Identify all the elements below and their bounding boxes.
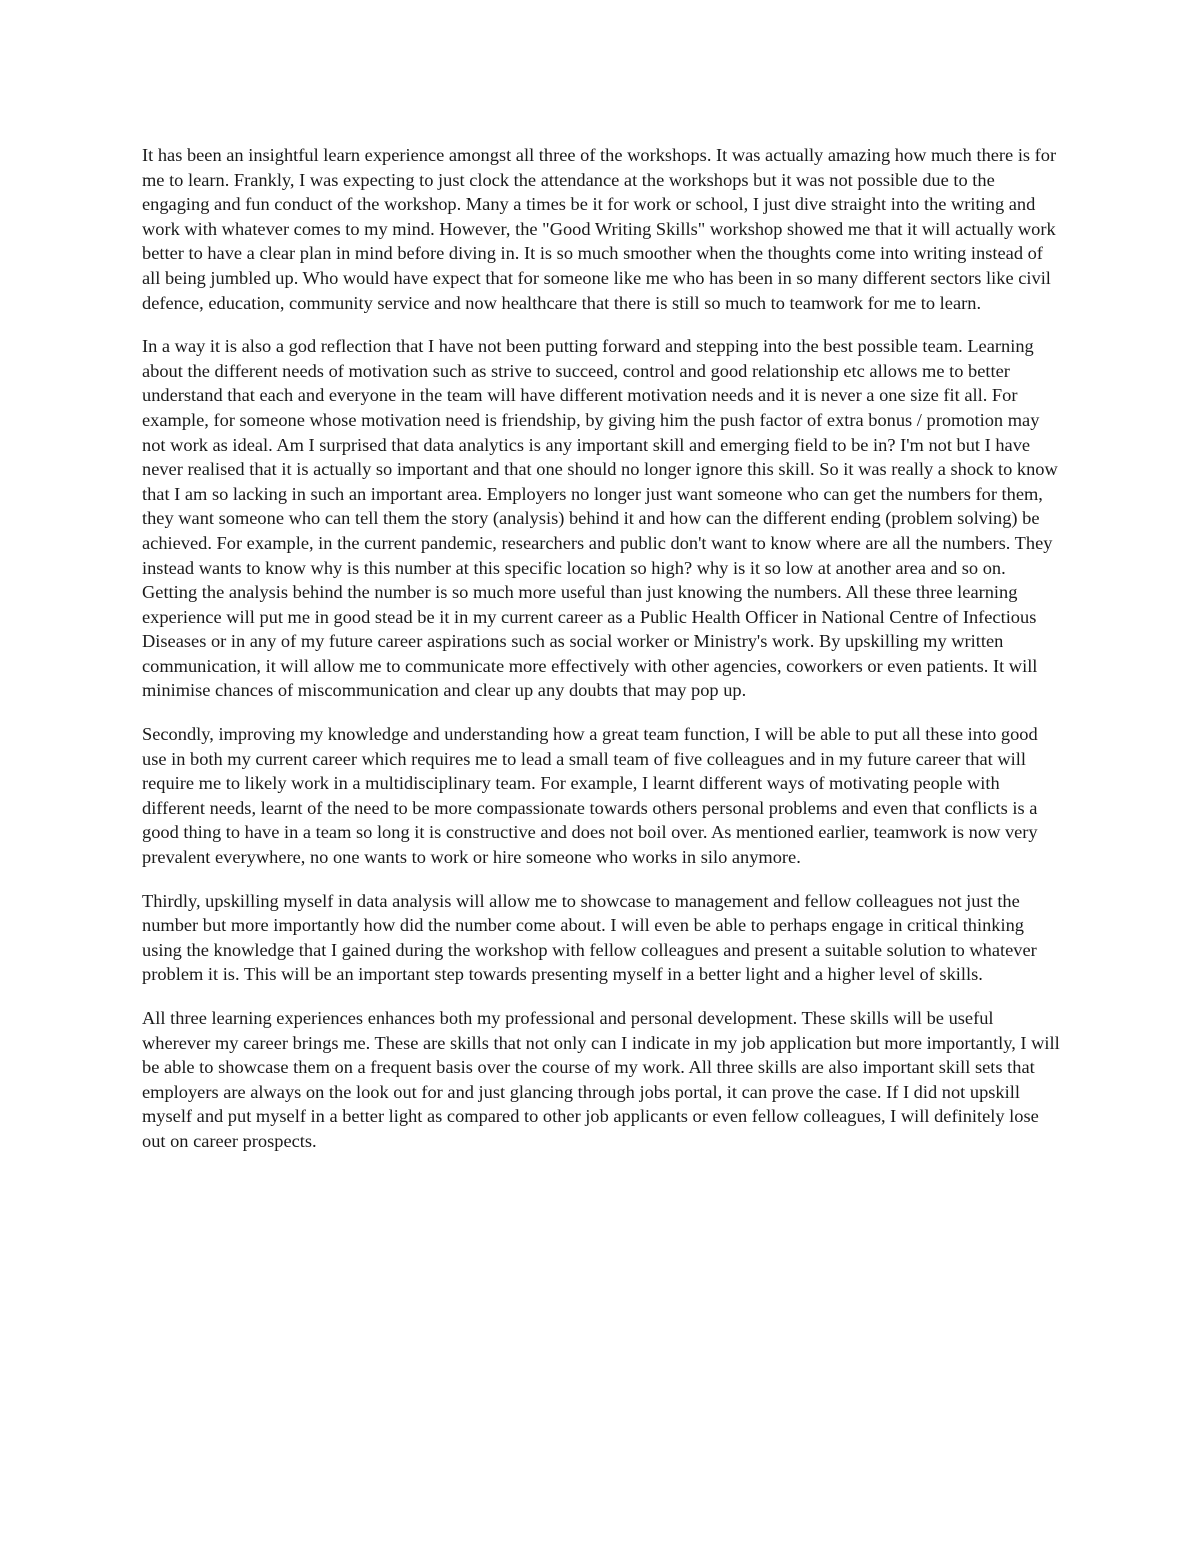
paragraph-3: Secondly, improving my knowledge and understanding how a great team function, I will be able to put all these into good use in both my current career which requires me to lead a small team of five colleagues and in my future career that will require me to likely work in a multidisciplinary team. For example, I learnt different ways of motivating people with different needs, learnt of the need to be more compassionate towards others personal problems and even that conflicts is a good thing to have in a team so long it is constructive and does not boil over. As mentioned earlier, teamwork is now very prevalent everywhere, no one wants to work or hire someone who works in silo anymore. <box>142 724 1038 868</box>
paragraph-1: It has been an insightful learn experience amongst all three of the workshops. It was actually amazing how much there is for me to learn. Frankly, I was expecting to just clock the attendance at the workshops but it was not possible due to the engaging and fun conduct of the workshop. Many a times be it for work or school, I just dive straight into the writing and work with whatever comes to my mind. However, the "Good Writing Skills" workshop showed me that it will actually work better to have a clear plan in mind before diving in. It is so much smoother when the thoughts come into writing instead of all being jumbled up. Who would have expect that for someone like me who has been in so many different sectors like civil defence, education, community service and now healthcare that there is still so much to teamwork for me to learn. <box>142 145 1057 313</box>
paragraph-4: Thirdly, upskilling myself in data analysis will allow me to showcase to management and fellow colleagues not just the number but more importantly how did the number come about. I will even be able to perhaps engage in critical thinking using the knowledge that I gained during the workshop with fellow colleagues and present a suitable solution to whatever problem it is. This will be an important step towards presenting myself in a better light and a higher level of skills. <box>142 890 1037 985</box>
paragraph-2: In a way it is also a god reflection that I have not been putting forward and stepping into the best possible team. Learning about the different needs of motivation such as strive to succeed, control and good relationship etc allows me to better understand that each and everyone in the team will have different motivation needs and it is never a one size fit all. For example, for someone whose motivation need is friendship, by giving him the push factor of extra bonus / promotion may not work as ideal. Am I surprised that data analytics is any important skill and emerging field to be in? I'm not but I have never realised that it is actually so important and that one should no longer ignore this skill. So it was really a shock to know that I am so lacking in such an important area. Employers no longer just want someone who can get the numbers for them, they want someone who can tell them the story (analysis) behind it and how can the different ending (problem solving) be achieved. For example, in the current pandemic, researchers and public don't want to know where are all the numbers. They instead wants to know why is this number at this specific location so high? why is it so low at another area and so on. Getting the analysis behind the number is so much more useful than just knowing the numbers. All these three learning experience will put me in good stead be it in my current career as a Public Health Officer in National Centre of Infectious Diseases or in any of my future career aspirations such as social worker or Ministry's work. By upskilling my written communication, it will allow me to communicate more effectively with other agencies, coworkers or even patients. It will minimise chances of miscommunication and clear up any doubts that may pop up. <box>142 336 1058 701</box>
document-body <box>142 143 1060 1154</box>
paragraph-5: All three learning experiences enhances both my professional and personal development. These skills will be useful wherever my career brings me. These are skills that not only can I indicate in my job application but more importantly, I will be able to showcase them on a frequent basis over the course of my work. All three skills are also important skill sets that employers are always on the look out for and just glancing through jobs portal, it can prove the case. If I did not upskill myself and put myself in a better light as compared to other job applicants or even fellow colleagues, I will definitely lose out on career prospects. <box>142 1008 1060 1151</box>
